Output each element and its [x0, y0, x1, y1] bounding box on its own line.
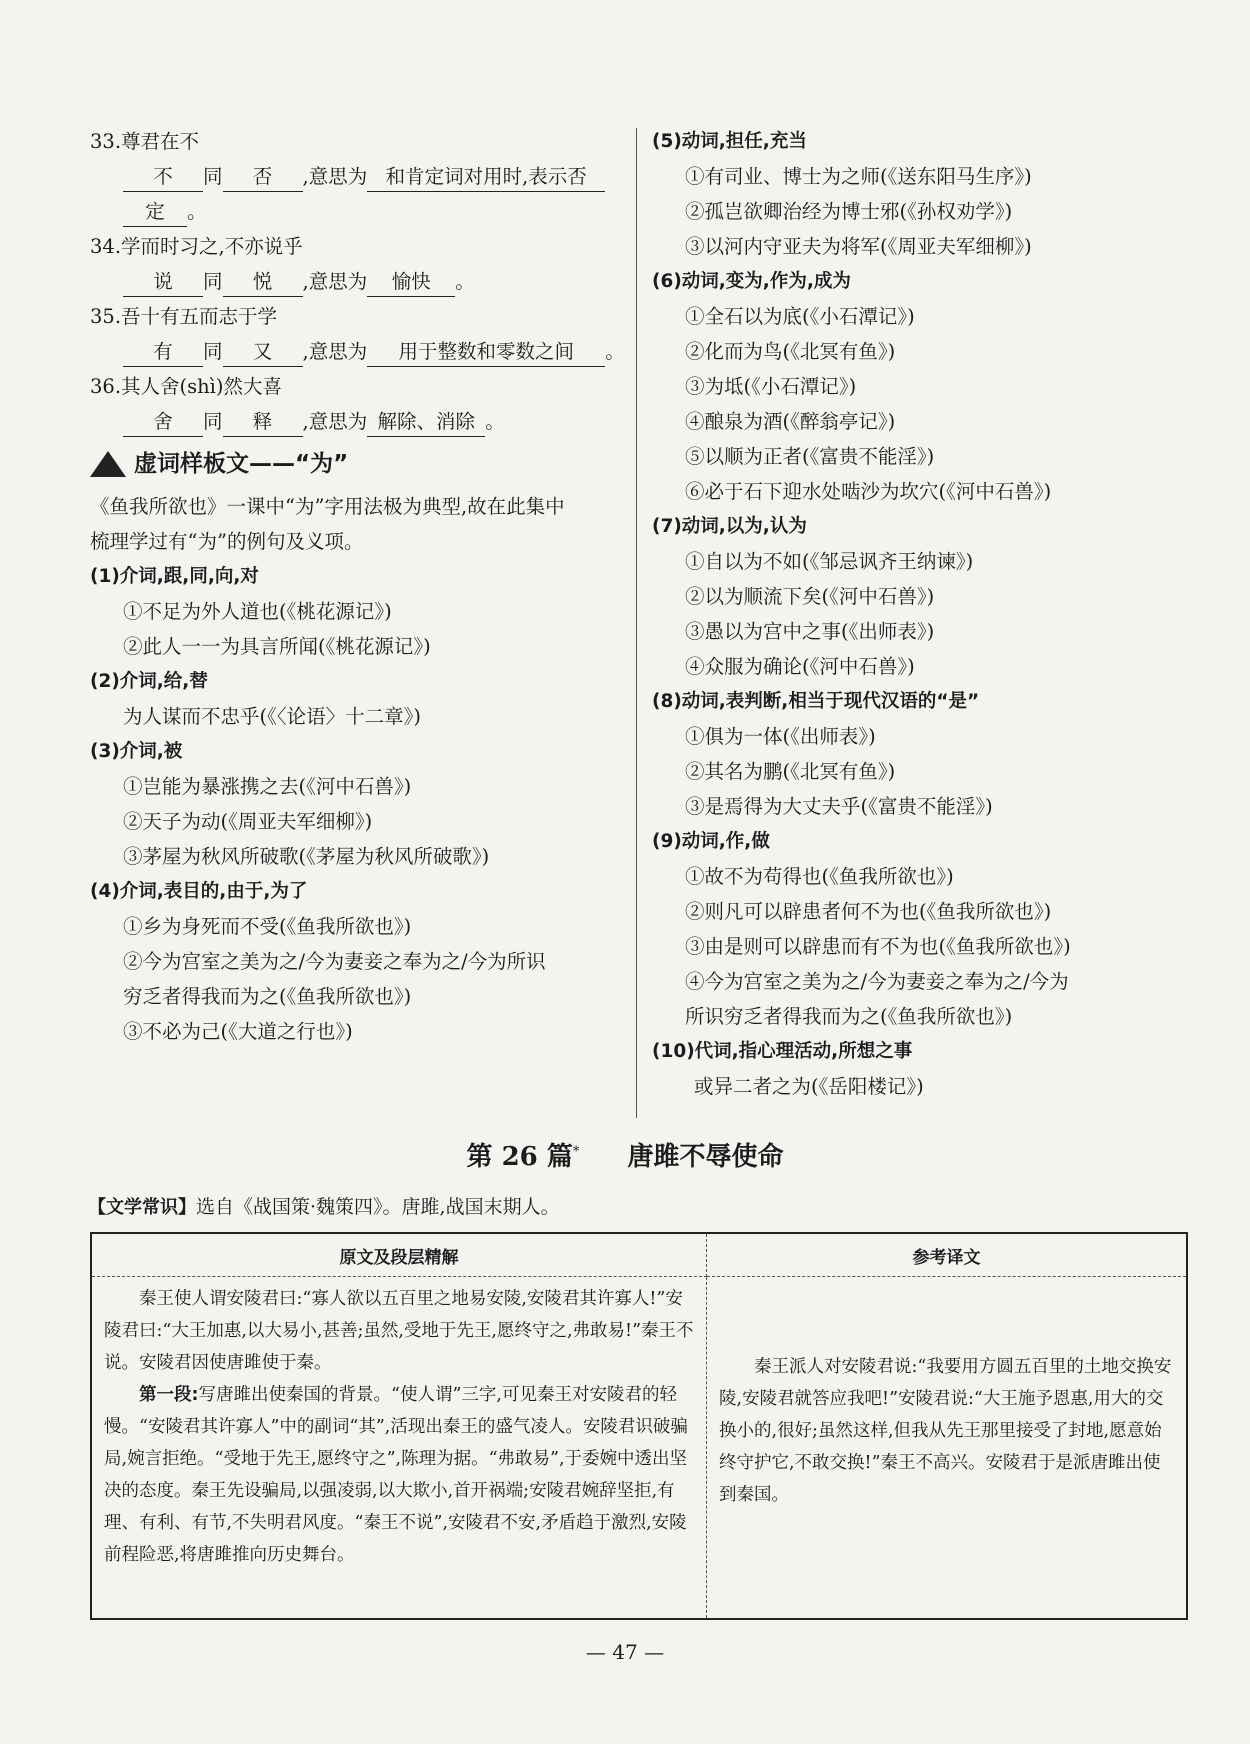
blank: 解除、消除 — [367, 408, 485, 437]
example: ②孤岂欲卿治经为博士邪(《孙权劝学》) — [685, 200, 1013, 223]
example: ①全石以为底(《小石潭记》) — [685, 305, 915, 328]
group-head: (7)动词,以为,认为 — [652, 516, 807, 537]
group-head: (4)介词,表目的,由于,为了 — [90, 881, 308, 902]
example: ③是焉得为大丈夫乎(《富贵不能淫》) — [685, 795, 993, 818]
yisi-text: ,意思为 — [302, 340, 368, 363]
section-title-text: 虚词样板文——“为” — [134, 451, 349, 477]
translation-cell — [707, 1277, 1188, 1620]
question-33: 33.尊君在不 — [90, 130, 200, 153]
yisi-text: ,意思为 — [302, 165, 368, 188]
answer-33 — [90, 159, 630, 194]
group-head: (2)介词,给,替 — [90, 671, 208, 692]
asterisk-mark: * — [572, 1144, 580, 1160]
blank: 不 — [123, 163, 203, 192]
tong-text: 同 — [203, 270, 223, 293]
period: 。 — [455, 270, 475, 293]
table-header-original: 原文及段层精解 — [91, 1233, 707, 1277]
example-cont: 所识穷乏者得我而为之(《鱼我所欲也》) — [685, 1005, 1013, 1028]
example: ①不足为外人道也(《桃花源记》) — [123, 600, 392, 623]
blank: 释 — [223, 408, 303, 437]
tong-text: 同 — [203, 410, 223, 433]
group-head: (9)动词,作,做 — [652, 831, 770, 852]
yisi-text: ,意思为 — [302, 410, 368, 433]
example: ①故不为苟得也(《鱼我所欲也》) — [685, 865, 954, 888]
example: ①乡为身死而不受(《鱼我所欲也》) — [123, 915, 412, 938]
example: ③为坻(《小石潭记》) — [685, 375, 857, 398]
group-head: (6)动词,变为,作为,成为 — [652, 271, 851, 292]
blank: 愉快 — [367, 268, 455, 297]
blank: 悦 — [223, 268, 303, 297]
column-divider — [636, 128, 637, 1118]
group-head: (8)动词,表判断,相当于现代汉语的“是” — [652, 691, 980, 712]
example: ③由是则可以辟患而有不为也(《鱼我所欲也》) — [685, 935, 1071, 958]
intro-line-1: 《鱼我所欲也》一课中“为”字用法极为典型,故在此集中 — [90, 495, 565, 518]
article-title: 唐雎不辱使命 — [627, 1142, 784, 1172]
literary-label: 【文学常识】 — [88, 1197, 196, 1218]
period: 。 — [485, 410, 505, 433]
example: ⑥必于石下迎水处啮沙为坎穴(《河中石兽》) — [685, 480, 1052, 503]
example: ②以为顺流下矣(《河中石兽》) — [685, 585, 935, 608]
example: ③愚以为宫中之事(《出师表》) — [685, 620, 935, 643]
example: 或异二者之为(《岳阳楼记》) — [694, 1075, 924, 1098]
page-number: — 47 — — [585, 1640, 665, 1664]
text-table — [90, 1232, 1188, 1620]
question-34: 34.学而时习之,不亦说乎 — [90, 235, 303, 258]
example: ④酿泉为酒(《醉翁亭记》) — [685, 410, 896, 433]
tong-text: 同 — [203, 340, 223, 363]
period: 。 — [605, 340, 625, 363]
blank: 舍 — [123, 408, 203, 437]
answer-36 — [90, 404, 630, 439]
example: ②其名为鹏(《北冥有鱼》) — [685, 760, 896, 783]
right-column — [652, 124, 1222, 1104]
period: 。 — [187, 200, 207, 223]
article-number: 第 26 篇 — [466, 1142, 573, 1172]
analysis-paragraph — [104, 1379, 694, 1571]
example: ⑤以顺为正者(《富贵不能淫》) — [685, 445, 935, 468]
blank: 用于整数和零数之间 — [367, 338, 605, 367]
blank: 和肯定词对用时,表示否 — [367, 163, 605, 192]
group-head: (1)介词,跟,同,向,对 — [90, 566, 259, 587]
translation-text: 秦王派人对安陵君说:“我要用方圆五百里的土地交换安陵,安陵君就答应我吧!”安陵君说:“大王施予恩惠,用大的交换小的,很好;虽然这样,但我从先王那里接受了封地,愿意始终守护它,不敢交换!”秦王不高兴。安陵君于是派唐雎出使到秦国。 — [719, 1356, 1172, 1505]
question-36: 36.其人舍(shì)然大喜 — [90, 375, 283, 398]
blank: 有 — [123, 338, 203, 367]
analysis-label: 第一段: — [139, 1385, 199, 1405]
example: ②天子为动(《周亚夫军细柳》) — [123, 810, 373, 833]
example: ②今为宫室之美为之/今为妻妾之奉为之/今为所识 — [123, 950, 546, 973]
section-title — [90, 439, 630, 489]
question-35: 35.吾十有五而志于学 — [90, 305, 278, 328]
example: ①俱为一体(《出师表》) — [685, 725, 876, 748]
analysis-text: 写唐雎出使秦国的背景。“使人谓”三字,可见秦王对安陵君的轻慢。“安陵君其许寡人”中的副词“其”,活现出秦王的盛气凌人。安陵君识破骗局,婉言拒绝。“受地于先王,愿终守之”,陈理为据。“弗敢易”,于委婉中透出坚决的态度。秦王先设骗局,以强凌弱,以大欺小,首开祸端;安陵君婉辞坚拒,有理、有利、有节,不失明君风度。“秦王不说”,安陵君不安,矛盾趋于激烈,安陵前程险恶,将唐雎推向历史舞台。 — [104, 1385, 688, 1565]
example: ②此人一一为具言所闻(《桃花源记》) — [123, 635, 431, 658]
original-text: 秦王使人谓安陵君曰:“寡人欲以五百里之地易安陵,安陵君其许寡人!”安陵君曰:“大王加惠,以大易小,甚善;虽然,受地于先王,愿终守之,弗敢易!”秦王不说。安陵君因使唐雎使于秦。 — [104, 1289, 694, 1373]
blank: 说 — [123, 268, 203, 297]
table-header-translation: 参考译文 — [707, 1233, 1188, 1277]
example: ①有司业、博士为之师(《送东阳马生序》) — [685, 165, 1032, 188]
intro-line-2: 梳理学过有“为”的例句及义项。 — [90, 530, 364, 553]
blank: 定 — [123, 198, 187, 227]
example: 为人谋而不忠乎(《〈论语〉十二章》) — [123, 705, 421, 728]
literary-text: 选自《战国策·魏策四》。唐雎,战国末期人。 — [196, 1196, 560, 1218]
triangle-icon — [90, 451, 126, 477]
example: ③不必为己(《大道之行也》) — [123, 1020, 353, 1043]
example: ②则凡可以辟患者何不为也(《鱼我所欲也》) — [685, 900, 1052, 923]
group-head: (3)介词,被 — [90, 741, 183, 762]
example: ④众服为确论(《河中石兽》) — [685, 655, 915, 678]
example: ③茅屋为秋风所破歌(《茅屋为秋风所破歌》) — [123, 845, 490, 868]
answer-34 — [90, 264, 630, 299]
original-cell — [91, 1277, 707, 1620]
example-cont: 穷乏者得我而为之(《鱼我所欲也》) — [123, 985, 412, 1008]
answer-35 — [90, 334, 630, 369]
example: ①岂能为暴涨携之去(《河中石兽》) — [123, 775, 412, 798]
yisi-text: ,意思为 — [302, 270, 368, 293]
example: ②化而为鸟(《北冥有鱼》) — [685, 340, 896, 363]
blank: 又 — [223, 338, 303, 367]
answer-33-cont — [90, 194, 630, 229]
blank: 否 — [223, 163, 303, 192]
literary-note — [88, 1192, 560, 1219]
example: ③以河内守亚夫为将军(《周亚夫军细柳》) — [685, 235, 1032, 258]
tong-text: 同 — [203, 165, 223, 188]
left-column — [90, 124, 630, 1049]
example: ①自以为不如(《邹忌讽齐王纳谏》) — [685, 550, 974, 573]
article-heading — [0, 1136, 1250, 1173]
group-head: (10)代词,指心理活动,所想之事 — [652, 1041, 913, 1062]
group-head: (5)动词,担任,充当 — [652, 131, 807, 152]
example: ④今为宫室之美为之/今为妻妾之奉为之/今为 — [685, 970, 1069, 993]
